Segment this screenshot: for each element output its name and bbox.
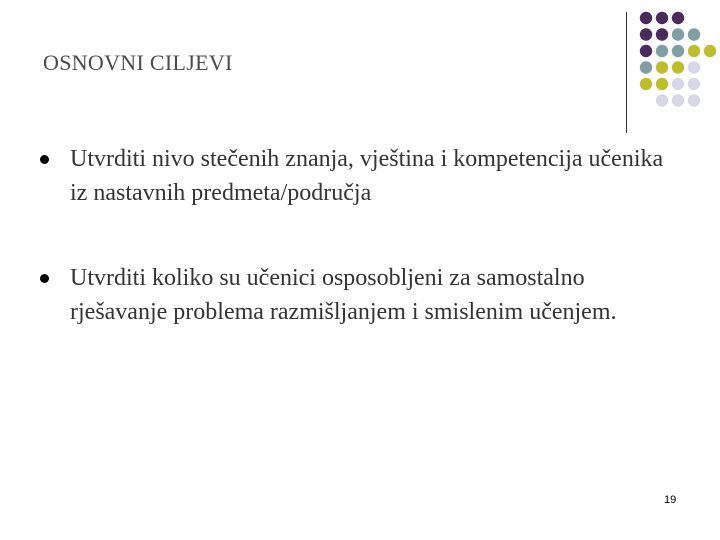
bullet-icon (40, 155, 49, 164)
decorative-dot (688, 28, 700, 40)
decorative-dot (656, 78, 668, 90)
decorative-dot (672, 61, 684, 73)
decorative-dot (672, 12, 684, 24)
slide-title: OSNOVNI CILJEVI (43, 50, 233, 75)
decorative-dot (640, 45, 652, 57)
vertical-divider (626, 12, 627, 133)
bullet-icon (40, 274, 49, 283)
decorative-dot (656, 28, 668, 40)
decorative-dot (640, 78, 652, 90)
decorative-dot (656, 61, 668, 73)
decorative-dot (672, 28, 684, 40)
decorative-dot (640, 12, 652, 24)
decorative-dot (672, 45, 684, 57)
decorative-dot (640, 28, 652, 40)
decorative-dot (704, 45, 716, 57)
bullet-item (40, 142, 680, 210)
decorative-dot (672, 78, 684, 90)
bullet-list (40, 142, 680, 380)
decorative-dot (672, 94, 684, 106)
decorative-dot (688, 61, 700, 73)
page-number: 19 (664, 494, 677, 506)
bullet-item (40, 261, 680, 329)
bullet-text: Utvrditi koliko su učenici osposobljeni za samostalno rješavanje problema razmišljanjem i smislenim učenjem. (70, 265, 617, 325)
decorative-dot (688, 45, 700, 57)
bullet-text: Utvrditi nivo stečenih znanja, vještina i kompetencija učenika iz nastavnih predmeta/područja (70, 146, 664, 206)
decorative-dot (656, 94, 668, 106)
decorative-dot (688, 94, 700, 106)
decorative-dot (656, 45, 668, 57)
decorative-dot (656, 12, 668, 24)
decorative-dot (640, 61, 652, 73)
decorative-dot (688, 78, 700, 90)
